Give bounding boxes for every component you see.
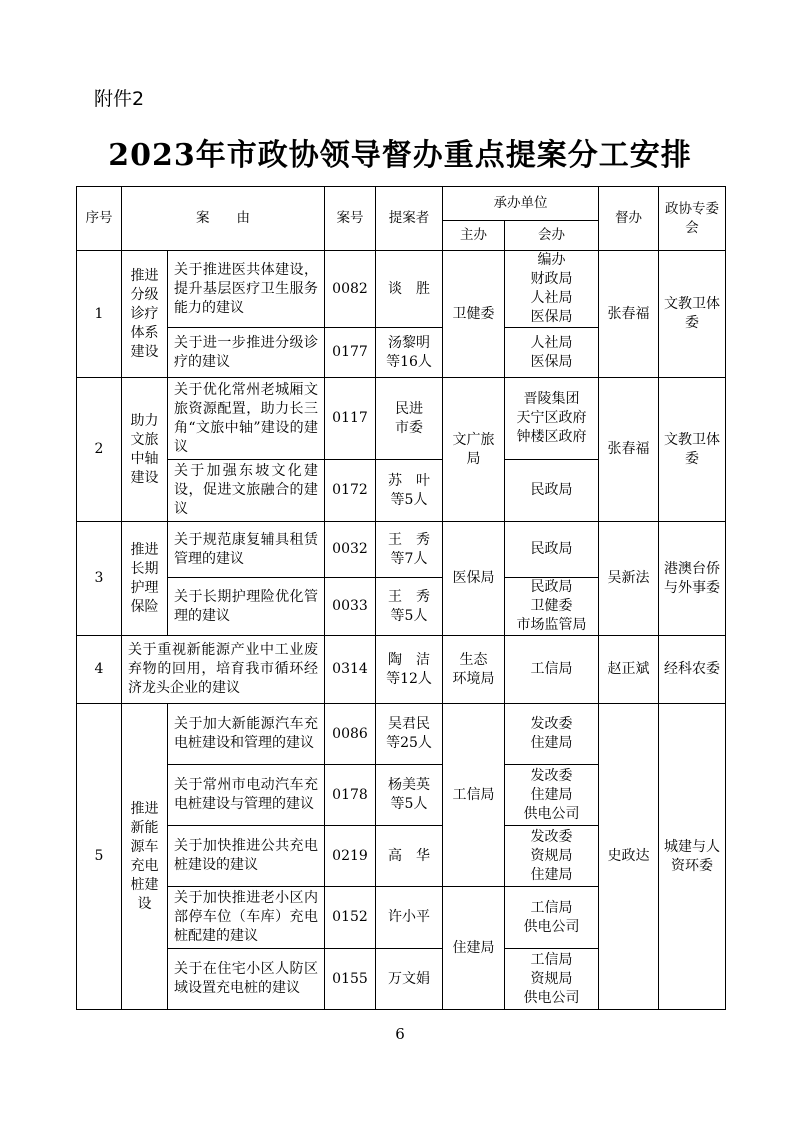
co-cell: 工信局 供电公司 — [505, 887, 599, 949]
header-units: 承办单位 — [443, 187, 599, 221]
case-no-cell: 0152 — [325, 887, 376, 949]
topic-cell: 推进长期护理保险 — [122, 522, 168, 636]
co-cell: 人社局 医保局 — [505, 328, 599, 378]
case-no-cell: 0314 — [325, 636, 376, 704]
case-no-cell: 0155 — [325, 949, 376, 1010]
proposer-cell: 苏 叶 等5人 — [376, 460, 443, 522]
seq-cell: 1 — [77, 251, 122, 378]
reason-cell: 关于加大新能源汽车充电桩建设和管理的建议 — [168, 704, 325, 765]
proposer-cell: 万文娟 — [376, 949, 443, 1010]
co-cell: 晋陵集团 天宁区政府 钟楼区政府 — [505, 378, 599, 460]
proposer-cell: 汤黎明 等16人 — [376, 328, 443, 378]
co-cell: 发改委 住建局 供电公司 — [505, 765, 599, 826]
assignment-table — [76, 186, 726, 1010]
committee-cell: 城建与人资环委 — [659, 704, 726, 1010]
header-case-no: 案号 — [325, 187, 376, 251]
supervisor-cell: 史政达 — [599, 704, 659, 1010]
co-cell: 民政局 — [505, 522, 599, 578]
header-reason: 案 由 — [122, 187, 325, 251]
co-cell: 编办 财政局 人社局 医保局 — [505, 251, 599, 328]
seq-cell: 2 — [77, 378, 122, 522]
case-no-cell: 0178 — [325, 765, 376, 826]
committee-cell: 文教卫体委 — [659, 251, 726, 378]
co-cell: 民政局 卫健委 市场监管局 — [505, 578, 599, 636]
proposer-cell: 谈 胜 — [376, 251, 443, 328]
page-number: 6 — [395, 1025, 405, 1043]
reason-cell: 关于规范康复辅具租赁管理的建议 — [168, 522, 325, 578]
reason-cell: 关于推进医共体建设，提升基层医疗卫生服务能力的建议 — [168, 251, 325, 328]
proposer-cell: 高 华 — [376, 826, 443, 887]
attachment-label: 附件2 — [94, 88, 145, 110]
co-cell: 发改委 住建局 — [505, 704, 599, 765]
reason-cell: 关于重视新能源产业中工业废弃物的回用，培育我市循环经济龙头企业的建议 — [122, 636, 325, 704]
proposer-cell: 民进 市委 — [376, 378, 443, 460]
reason-cell: 关于长期护理险优化管理的建议 — [168, 578, 325, 636]
proposer-cell: 陶 洁 等12人 — [376, 636, 443, 704]
co-cell: 工信局 资规局 供电公司 — [505, 949, 599, 1010]
seq-cell: 5 — [77, 704, 122, 1010]
supervisor-cell: 张春福 — [599, 378, 659, 522]
proposer-cell: 杨美英 等5人 — [376, 765, 443, 826]
supervisor-cell: 赵正斌 — [599, 636, 659, 704]
host-cell: 卫健委 — [443, 251, 505, 378]
header-host: 主办 — [443, 221, 505, 251]
proposer-cell: 王 秀 等5人 — [376, 578, 443, 636]
topic-cell: 推进新能源车充电桩建设 — [122, 704, 168, 1010]
host-cell: 住建局 — [443, 887, 505, 1010]
host-cell: 工信局 — [443, 704, 505, 887]
case-no-cell: 0032 — [325, 522, 376, 578]
case-no-cell: 0177 — [325, 328, 376, 378]
host-cell: 文广旅局 — [443, 378, 505, 522]
case-no-cell: 0082 — [325, 251, 376, 328]
reason-cell: 关于加快推进公共充电桩建设的建议 — [168, 826, 325, 887]
committee-cell: 港澳台侨与外事委 — [659, 522, 726, 636]
reason-cell: 关于加强东坡文化建设，促进文旅融合的建议 — [168, 460, 325, 522]
case-no-cell: 0033 — [325, 578, 376, 636]
host-cell: 生态 环境局 — [443, 636, 505, 704]
seq-cell: 3 — [77, 522, 122, 636]
reason-cell: 关于进一步推进分级诊疗的建议 — [168, 328, 325, 378]
seq-cell: 4 — [77, 636, 122, 704]
proposer-cell: 许小平 — [376, 887, 443, 949]
header-supervisor: 督办 — [599, 187, 659, 251]
page-title: 2023年市政协领导督办重点提案分工安排 — [108, 138, 692, 173]
co-cell: 工信局 — [505, 636, 599, 704]
co-cell: 发改委 资规局 住建局 — [505, 826, 599, 887]
reason-cell: 关于常州市电动汽车充电桩建设与管理的建议 — [168, 765, 325, 826]
reason-cell: 关于加快推进老小区内部停车位（车库）充电桩配建的建议 — [168, 887, 325, 949]
proposer-cell: 王 秀 等7人 — [376, 522, 443, 578]
supervisor-cell: 吴新法 — [599, 522, 659, 636]
header-co: 会办 — [505, 221, 599, 251]
proposer-cell: 吴君民 等25人 — [376, 704, 443, 765]
reason-cell: 关于在住宅小区人防区域设置充电桩的建议 — [168, 949, 325, 1010]
header-proposer: 提案者 — [376, 187, 443, 251]
reason-cell: 关于优化常州老城厢文旅资源配置，助力长三角“文旅中轴”建设的建议 — [168, 378, 325, 460]
case-no-cell: 0117 — [325, 378, 376, 460]
supervisor-cell: 张春福 — [599, 251, 659, 378]
host-cell: 医保局 — [443, 522, 505, 636]
case-no-cell: 0172 — [325, 460, 376, 522]
topic-cell: 推进分级诊疗体系建设 — [122, 251, 168, 378]
header-seq: 序号 — [77, 187, 122, 251]
case-no-cell: 0219 — [325, 826, 376, 887]
header-committee: 政协专委会 — [659, 187, 726, 251]
committee-cell: 经科农委 — [659, 636, 726, 704]
committee-cell: 文教卫体委 — [659, 378, 726, 522]
topic-cell: 助力文旅中轴建设 — [122, 378, 168, 522]
co-cell: 民政局 — [505, 460, 599, 522]
case-no-cell: 0086 — [325, 704, 376, 765]
